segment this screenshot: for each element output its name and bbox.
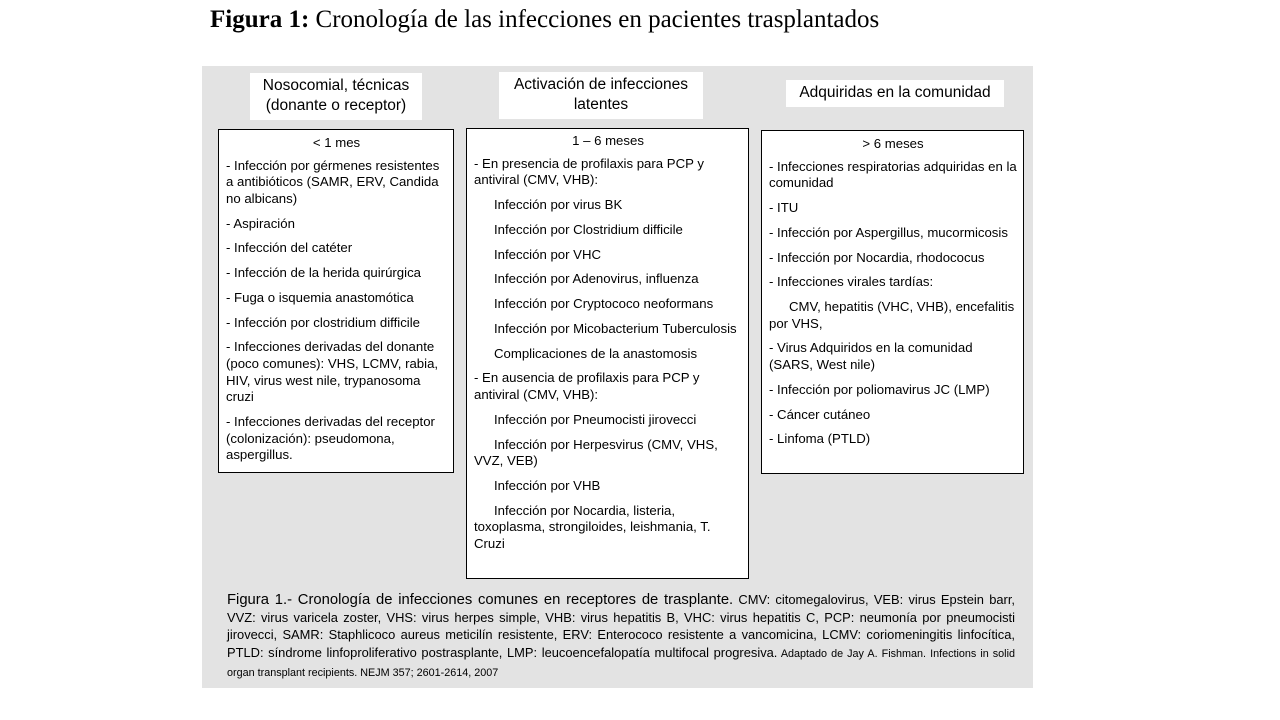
list-item: - Infecciones respiratorias adquiridas en la comunidad	[769, 158, 1017, 191]
period-label: > 6 meses	[862, 136, 924, 151]
list-item: - Cáncer cutáneo	[769, 406, 871, 422]
list-item: - Infección por poliomavirus JC (LMP)	[769, 381, 990, 397]
figure-caption	[227, 591, 1015, 682]
list-item: - Fuga o isquemia anastomótica	[226, 289, 414, 305]
period-label: < 1 mes	[312, 135, 361, 150]
list-item: Infección por Herpesvirus (CMV, VHS, VVZ, VEB)	[474, 436, 718, 469]
list-item: - Infección por clostridium difficile	[226, 314, 420, 330]
list-item: - Infección de la herida quirúrgica	[226, 265, 421, 281]
figure-panel	[202, 66, 1033, 688]
header-line: latentes	[573, 96, 629, 113]
list-item: - Infecciones virales tardías:	[769, 274, 934, 290]
caption-source: Adaptado de Jay A. Fishman. Infections in solid organ transplant recipients. NEJM 357; 2601-2614, 2007	[227, 647, 1015, 679]
list-item: - Infecciones derivadas del donante (poco comunes): VHS, LCMV, rabia, HIV, virus west nile, trypanosoma cruzi	[226, 339, 439, 405]
period-label: 1 – 6 meses	[572, 133, 644, 148]
header-line: Adquiridas en la comunidad	[799, 84, 991, 101]
column-box-1-6-months	[466, 128, 749, 579]
list-item: - Infección por gérmenes resistentes a antibióticos (SAMR, ERV, Candida no albicans)	[226, 157, 440, 206]
list-item: - Aspiración	[226, 215, 295, 231]
page-title	[210, 6, 879, 34]
title-text: Cronología de las infecciones en pacientes trasplantados	[309, 6, 880, 33]
column-header-nosocomial	[250, 73, 422, 120]
list-item: Infección por VHB	[494, 477, 601, 493]
list-item: Infección por Nocardia, listeria, toxoplasma, strongiloides, leishmania, T. Cruzi	[474, 502, 711, 551]
header-line: Activación de infecciones	[513, 76, 689, 93]
column-header-comunidad	[786, 80, 1004, 107]
column-header-latentes	[499, 72, 703, 119]
list-item: Infección por VHC	[494, 246, 602, 262]
list-item: Infección por Adenovirus, influenza	[494, 271, 699, 287]
caption-body: CMV: citomegalovirus, VEB: virus Epstein barr, VVZ: virus varicela zoster, VHS: virus herpes simple, VHB: virus hepatitis B, VHC: virus hepatitis C, PCP: neumonía por pneumocisti jirovecci, SAMR: Staphlicoco aureus meticilín resistente, ERV: Enterococo resistente a vancomicina, LCMV: coriomeningitis linfocítica, PTLD: síndrome linfoproliferativo postrasplante, LMP: leucoencefalopatía multifocal progresiva.	[227, 592, 1015, 660]
list-item: Infección por Pneumocisti jirovecci	[494, 411, 697, 427]
list-item: Infección por virus BK	[494, 196, 623, 212]
item-list	[474, 156, 742, 553]
list-item: Complicaciones de la anastomosis	[494, 345, 698, 361]
list-item: - Infección por Nocardia, rhodococus	[769, 249, 985, 265]
title-label: Figura 1:	[210, 6, 310, 33]
list-item: - Infecciones derivadas del receptor (colonización): pseudomona, aspergillus.	[226, 414, 435, 463]
list-item: - Infección por Aspergillus, mucormicosis	[769, 224, 1008, 240]
list-item: Infección por Micobacterium Tuberculosis	[494, 320, 737, 336]
list-item: - Linfoma (PTLD)	[769, 431, 871, 447]
caption-lead: Figura 1.- Cronología de infecciones comunes en receptores de trasplante.	[227, 592, 734, 608]
list-item: Infección por Clostridium difficile	[494, 221, 683, 237]
header-line: (donante o receptor)	[265, 97, 407, 114]
list-item: CMV, hepatitis (VHC, VHB), encefalitis por VHS,	[769, 299, 1015, 331]
list-item: - Infección del catéter	[226, 240, 353, 256]
list-item: - En presencia de profilaxis para PCP y antiviral (CMV, VHB):	[474, 155, 704, 188]
header-line: Nosocomial, técnicas	[262, 77, 410, 94]
list-item: Infección por Cryptococo neoformans	[494, 296, 714, 312]
item-list	[226, 158, 447, 464]
list-item: - ITU	[769, 199, 799, 215]
list-item: - En ausencia de profilaxis para PCP y antiviral (CMV, VHB):	[474, 370, 700, 403]
column-box-less-1-month	[218, 129, 454, 473]
item-list	[769, 159, 1017, 448]
column-box-more-6-months	[761, 130, 1024, 474]
list-item: - Virus Adquiridos en la comunidad (SARS, West nile)	[769, 340, 973, 373]
